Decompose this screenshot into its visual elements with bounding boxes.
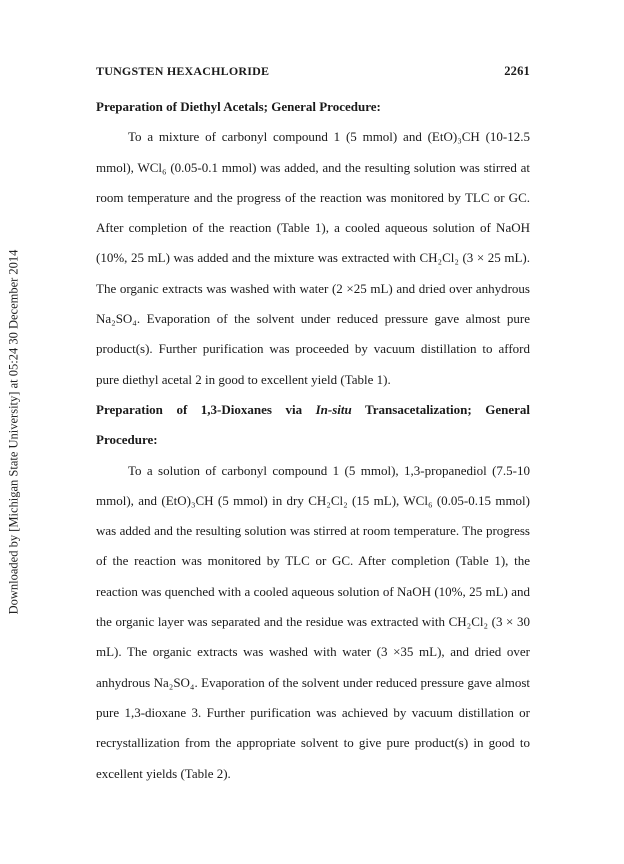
section-heading-dioxanes xyxy=(96,395,530,456)
running-title: TUNGSTEN HEXACHLORIDE xyxy=(96,64,270,78)
section-paragraph-diethyl-acetals: To a mixture of carbonyl compound 1 (5 mmol) and (EtO)₃CH (10-12.5 mmol), WCl₆ (0.05-0.1 mmol) was added, and the resulting solution was stirred at room temperature and the progress of the reaction was monitored by TLC or GC. After completion of the reaction (Table 1), a cooled aqueous solution of NaOH (10%, 25 mL) was added and the mixture was extracted with CH₂Cl₂ (3 × 25 mL). The organic extracts was washed with water (2 ×25 mL) and dried over anhydrous Na₂SO₄. Evaporation of the solvent under reduced pressure gave almost pure product(s). Further purification was proceeded by vacuum distillation to afford pure diethyl acetal 2 in good to excellent yield (Table 1). xyxy=(96,129,530,387)
section-paragraph-dioxanes: To a solution of carbonyl compound 1 (5 mmol), 1,3-propanediol (7.5-10 mmol), and (EtO)₃CH (5 mmol) in dry CH₂Cl₂ (15 mL), WCl₆ (0.05-0.15 mmol) was added and the resulting solution was stirred at room temperature. The progress of the reaction was monitored by TLC or GC. After completion (Table 1), the reaction was quenched with a cooled aqueous solution of NaOH (10%, 25 mL) and the organic layer was separated and the residue was extracted with CH₂Cl₂ (3 × 30 mL). The organic extracts was washed with water (3 ×35 mL), and dried over anhydrous Na₂SO₄. Evaporation of the solvent under reduced pressure gave almost pure 1,3-dioxane 3. Further purification was achieved by vacuum distillation or recrystallization from the appropriate solvent to give pure product(s) in good to excellent yields (Table 2). xyxy=(96,462,530,781)
page-number: 2261 xyxy=(504,64,530,78)
heading-text-part: Preparation of 1,3-Dioxanes via xyxy=(96,401,316,417)
page-body xyxy=(96,92,530,789)
heading-text-part: Transacetalization; General Procedure: xyxy=(96,401,530,448)
section-heading-diethyl-acetals: Preparation of Diethyl Acetals; General Procedure: xyxy=(96,99,381,114)
heading-italic-in-situ: In-situ xyxy=(315,401,352,417)
download-watermark: Downloaded by [Michigan State University] at 05:24 30 December 2014 xyxy=(6,249,21,615)
